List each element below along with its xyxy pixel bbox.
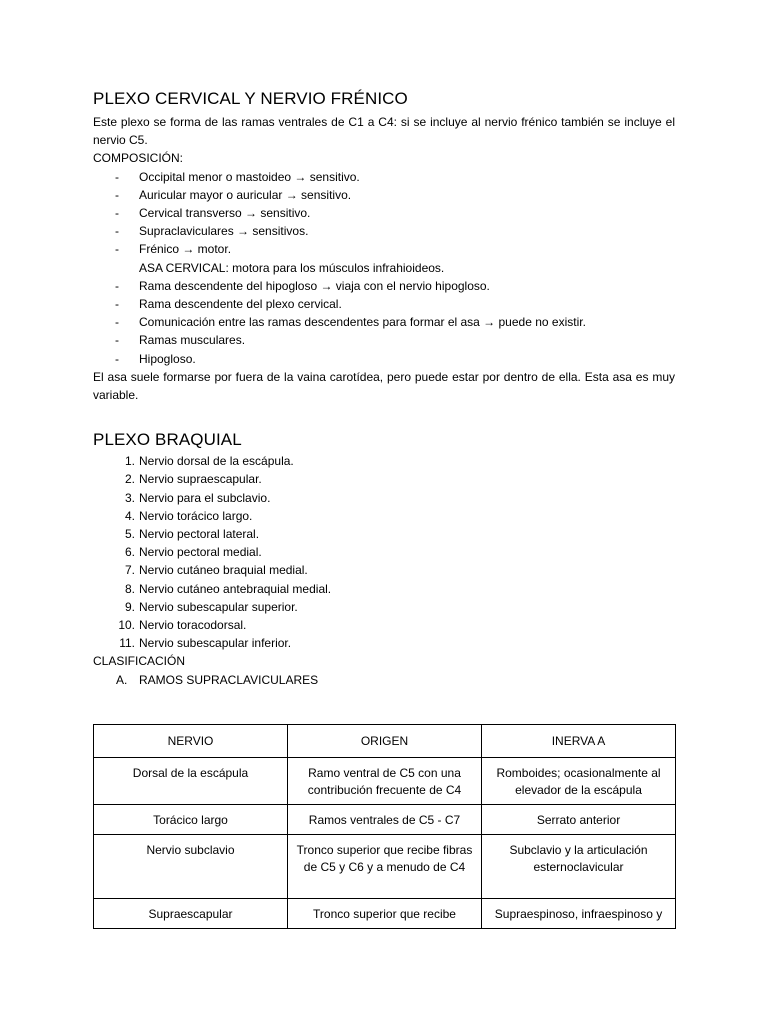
list-item: - Auricular mayor o auricular → sensitivo.	[115, 187, 352, 202]
table-cell: Tronco superior que recibe fibras de C5 y C6 y a menudo de C4	[288, 835, 482, 899]
table-row	[94, 835, 676, 899]
section-a-heading: A. RAMOS SUPRACLAVICULARES	[116, 672, 319, 687]
section-title-cervical: PLEXO CERVICAL Y NERVIO FRÉNICO	[93, 89, 408, 108]
list-item: 1. Nervio dorsal de la escápula.	[124, 454, 294, 469]
table-cell: Supraespinoso, infraespinoso y	[482, 899, 676, 929]
list-item: - Rama descendente del plexo cervical.	[115, 297, 342, 312]
table-row	[94, 758, 676, 805]
table-cell: Ramo ventral de C5 con una contribución frecuente de C4	[288, 758, 482, 805]
classification-label: CLASIFICACIÓN	[93, 654, 186, 669]
table-row	[94, 805, 676, 835]
list-item-asa-cervical: ASA CERVICAL: motora para los músculos infrahioideos.	[139, 260, 445, 275]
braquial-list	[93, 452, 675, 652]
table-cell: Torácico largo	[94, 805, 288, 835]
cervical-outro: El asa suele formarse por fuera de la vaina carotídea, pero puede estar por dentro de ella. Esta asa es muy variable.	[93, 369, 675, 403]
list-item: - Rama descendente del hipogloso → viaja con el nervio hipogloso.	[115, 278, 490, 293]
list-item: - Supraclaviculares → sensitivos.	[115, 224, 309, 239]
table-cell: Subclavio y la articulación esternoclavicular	[482, 835, 676, 899]
composition-list	[93, 168, 675, 368]
list-item: - Ramas musculares.	[115, 333, 246, 348]
list-item: 10. Nervio toracodorsal.	[118, 618, 247, 633]
list-item: - Hipogloso.	[115, 351, 196, 366]
section-title-braquial: PLEXO BRAQUIAL	[93, 430, 242, 450]
list-item: 3. Nervio para el subclavio.	[124, 490, 271, 505]
table-row	[94, 899, 676, 929]
supraclavicular-table	[93, 724, 676, 929]
table-cell: Dorsal de la escápula	[94, 758, 288, 805]
list-item: 11. Nervio subescapular inferior.	[119, 636, 292, 651]
composition-label: COMPOSICIÓN:	[93, 151, 184, 166]
column-header-nervio: NERVIO	[94, 725, 288, 758]
list-item: - Frénico → motor.	[115, 242, 232, 257]
document-page	[93, 88, 675, 689]
list-item: - Occipital menor o mastoideo → sensitivo.	[115, 169, 360, 184]
list-item: 7. Nervio cutáneo braquial medial.	[124, 563, 308, 578]
list-item: 2. Nervio supraescapular.	[124, 472, 262, 487]
table-cell: Serrato anterior	[482, 805, 676, 835]
table-cell: Supraescapular	[94, 899, 288, 929]
table-cell: Tronco superior que recibe	[288, 899, 482, 929]
column-header-inerva: INERVA A	[482, 725, 676, 758]
table-header-row	[94, 725, 676, 758]
list-item: 5. Nervio pectoral lateral.	[124, 527, 260, 542]
list-item: 9. Nervio subescapular superior.	[124, 599, 298, 614]
cervical-intro: Este plexo se forma de las ramas ventrales de C1 a C4: si se incluye al nervio frénico también se incluye el nervio C5.	[93, 115, 675, 148]
table-cell: Nervio subclavio	[94, 835, 288, 899]
list-item: - Comunicación entre las ramas descendentes para formar el asa → puede no existir.	[115, 315, 586, 330]
column-header-origen: ORIGEN	[288, 725, 482, 758]
table-cell: Ramos ventrales de C5 - C7	[288, 805, 482, 835]
list-item: 8. Nervio cutáneo antebraquial medial.	[124, 581, 332, 596]
list-item: 6. Nervio pectoral medial.	[124, 545, 262, 560]
table-cell: Romboides; ocasionalmente al elevador de la escápula	[482, 758, 676, 805]
list-item: - Cervical transverso → sensitivo.	[115, 206, 311, 221]
list-item: 4. Nervio torácico largo.	[124, 508, 253, 523]
